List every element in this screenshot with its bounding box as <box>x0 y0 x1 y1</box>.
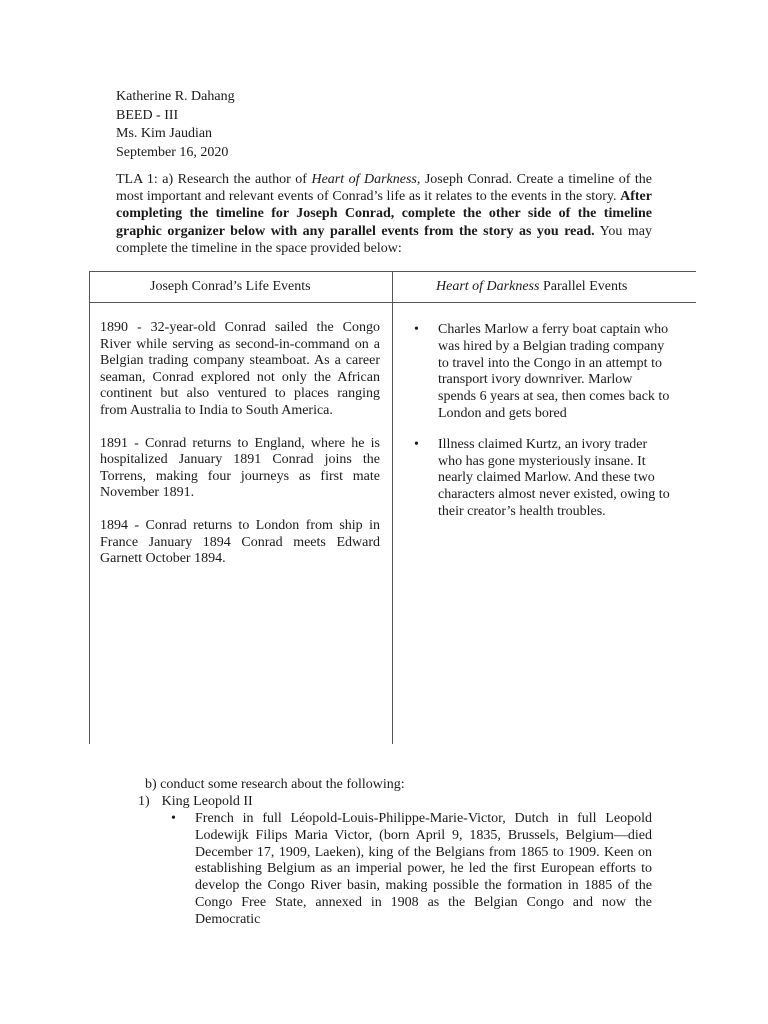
instructions-body: , Joseph Conrad. Create a timeline of the most important and relevant events of Conrad’s life as it relates to the events in the story. <box>116 172 652 205</box>
course-level: BEED - III <box>116 107 179 123</box>
parallel-event-text: Illness claimed Kurtz, an ivory trader who has gone mysteriously insane. It nearly claimed Marlow. And these two characters almost never existed, owing to their creator’s health troubles. <box>438 436 670 519</box>
header-divider <box>90 302 696 303</box>
column-divider <box>392 272 393 744</box>
assignment-instructions <box>116 171 652 257</box>
right-column-header <box>436 279 627 295</box>
life-event-1890: 1890 - 32-year-old Conrad sailed the Congo River while serving as second-in-command on a Belgian trading company steamboat. As a career seaman, Conrad explored not only the African continent but also ventured to places ranging from Australia to India to South America. <box>100 320 380 418</box>
teacher-name: Ms. Kim Jaudian <box>116 126 213 142</box>
parallel-event-item <box>408 437 670 521</box>
conrad-life-events <box>100 320 380 584</box>
instructions-intro: TLA 1: a) Research the author of <box>116 172 312 187</box>
bullet-icon: • <box>414 322 419 337</box>
bullet-icon: • <box>171 811 176 826</box>
student-name: Katherine R. Dahang <box>116 89 235 104</box>
document-header <box>116 88 235 162</box>
life-event-1891: 1891 - Conrad returns to England, where he is hospitalized January 1891 Conrad joins the Torrens, making four journeys as first mate November 1891. <box>100 435 380 501</box>
right-header-rest: Parallel Events <box>539 279 628 294</box>
numbered-item <box>138 793 265 811</box>
book-title: Heart of Darkness <box>311 172 417 187</box>
life-event-1894: 1894 - Conrad returns to London from ship in France January 1894 Conrad meets Edward Garnett October 1894. <box>100 517 380 567</box>
item-title: King Leopold II <box>161 794 253 809</box>
timeline-table <box>89 271 696 744</box>
item-number: 1) <box>138 794 150 809</box>
leopold-bullet <box>171 811 652 929</box>
bullet-icon: • <box>414 436 419 452</box>
parallel-events <box>408 322 670 535</box>
instructions-bold: After completing the timeline for Joseph Conrad, complete the other side of the timeline graphic organizer below with any parallel events from the story as you read. <box>116 189 652 239</box>
parallel-event-text: Charles Marlow a ferry boat captain who was hired by a Belgian trading company to travel into the Congo in an attempt to transport ivory downriver. Marlow spends 6 years at sea, then comes back to London and gets bored <box>438 322 670 421</box>
leopold-bio-text: French in full Léopold-Louis-Philippe-Marie-Victor, Dutch in full Leopold Lodewijk Filips Maria Victor, (born April 9, 1835, Brussels, Belgium—died December 17, 1909, Laeken), king of the Belgians from 1865 to 1909. Keen on establishing Belgium as an imperial power, he led the first European efforts to develop the Congo River basin, making possible the formation in 1885 of the Congo Free State, annexed in 1908 as the Belgian Congo and now the Democratic <box>195 811 652 927</box>
instructions-closing: You may complete the timeline in the space provided below: <box>116 223 652 256</box>
section-b-intro: b) conduct some research about the following: <box>145 777 405 792</box>
submission-date: September 16, 2020 <box>116 144 229 160</box>
left-column-header: Joseph Conrad’s Life Events <box>150 279 311 294</box>
parallel-event-item <box>408 322 670 423</box>
right-header-book-title: Heart of Darkness <box>436 279 540 294</box>
